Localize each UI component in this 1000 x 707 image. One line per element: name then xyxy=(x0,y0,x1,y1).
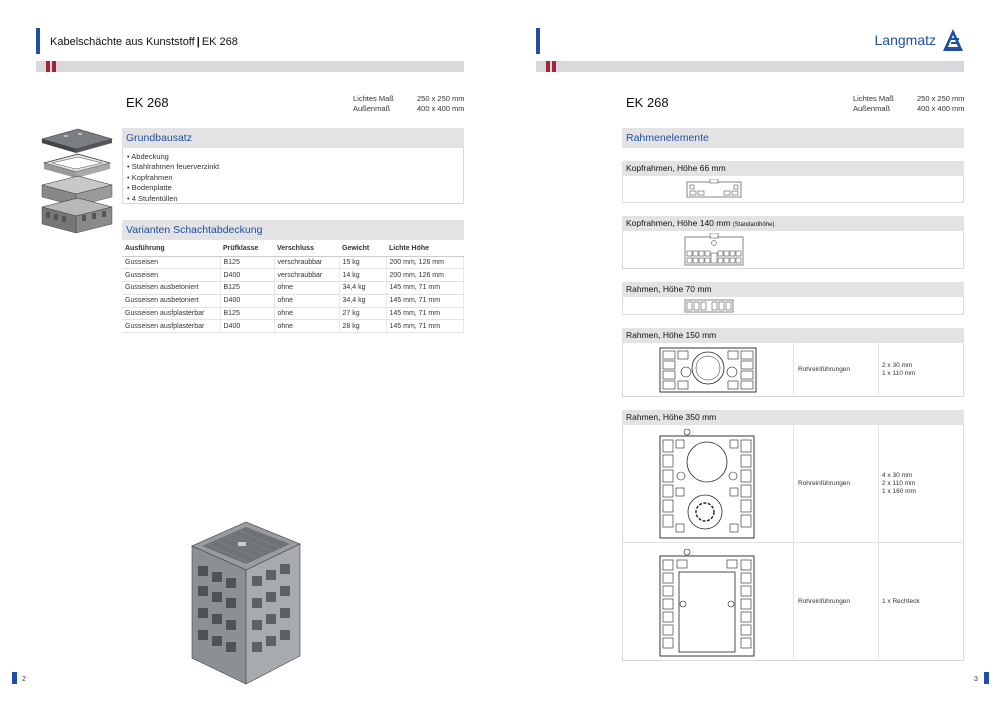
dim-label: Außenmaß xyxy=(353,104,391,113)
table-row xyxy=(122,256,464,269)
rahmen-350-values-1 xyxy=(882,472,916,496)
grundbausatz-heading: Grundbausatz xyxy=(122,128,464,148)
table-cell: B125 xyxy=(220,282,274,295)
product-shaft-image xyxy=(186,518,306,688)
dim-value: 250 x 250 mm xyxy=(417,94,465,103)
list-item: • 4 Stufentüllen xyxy=(127,194,463,204)
column-header: Verschluss xyxy=(274,242,339,256)
kopfrahmen-66-box xyxy=(622,176,964,203)
table-row xyxy=(122,294,464,307)
dim-label: Lichtes Maß xyxy=(353,94,394,103)
rahmen-150-values xyxy=(882,362,915,378)
rahmen-350-drawing-round xyxy=(657,428,757,540)
table-header-row xyxy=(122,242,464,256)
dim-value: 400 x 400 mm xyxy=(417,104,465,113)
dim-label: Außenmaß xyxy=(853,104,891,113)
logo-text: Langmatz xyxy=(874,32,936,48)
header-title-text: Kabelschächte aus Kunststoff xyxy=(50,36,195,48)
value-line: 1 x 160 mm xyxy=(882,488,916,495)
column-header: Ausführung xyxy=(122,242,220,256)
list-item: • Abdeckung xyxy=(127,152,463,162)
list-item: • Stahlrahmen feuerverzinkt xyxy=(127,162,463,172)
table-cell: Gusseisen ausfplasterbar xyxy=(122,320,220,333)
divider xyxy=(878,343,879,397)
dim-value: 250 x 250 mm xyxy=(917,94,965,103)
header-strip xyxy=(36,61,464,72)
product-title: EK 268 xyxy=(126,95,169,110)
header-strip xyxy=(536,61,964,72)
kopfrahmen-140-heading xyxy=(622,216,964,231)
value-line: 2 x 110 mm xyxy=(882,480,916,487)
divider xyxy=(878,425,879,661)
table-cell: 200 mm, 126 mm xyxy=(386,256,464,269)
table-cell: ohne xyxy=(274,320,339,333)
header-accent-bar xyxy=(536,28,540,54)
table-cell: Gusseisen xyxy=(122,269,220,282)
table-cell: 200 mm, 126 mm xyxy=(386,269,464,282)
page-number: 3 xyxy=(974,676,978,683)
kopfrahmen-140-drawing xyxy=(684,233,744,267)
value-line: 1 x Rechteck xyxy=(882,598,920,605)
table-cell: B125 xyxy=(220,256,274,269)
table-row xyxy=(122,320,464,333)
table-cell: ohne xyxy=(274,282,339,295)
column-header: Gewicht xyxy=(339,242,386,256)
column-header: Lichte Höhe xyxy=(386,242,464,256)
table-row xyxy=(122,269,464,282)
table-cell: 34,4 kg xyxy=(339,294,386,307)
table-cell: 34,4 kg xyxy=(339,282,386,295)
header-code: EK 268 xyxy=(201,36,238,48)
value-line: 1 x 110 mm xyxy=(882,370,916,377)
rahmen-150-drawing xyxy=(658,346,758,394)
table-cell: Gusseisen ausfplasterbar xyxy=(122,307,220,320)
table-cell: verschraubbar xyxy=(274,269,339,282)
header-color-blocks xyxy=(546,61,556,72)
table-row xyxy=(122,282,464,295)
table-cell: D400 xyxy=(220,269,274,282)
rahmen-350-values-2 xyxy=(882,598,920,606)
grundbausatz-box xyxy=(122,148,464,204)
table-cell: verschraubbar xyxy=(274,256,339,269)
dimensions xyxy=(353,94,465,114)
value-line: 4 x 30 mm xyxy=(882,472,913,479)
list-item: • Kopfrahmen xyxy=(127,173,463,183)
table-cell: 27 kg xyxy=(339,307,386,320)
divider xyxy=(793,425,794,661)
table-cell: 145 mm, 71 mm xyxy=(386,294,464,307)
table-cell: 145 mm, 71 mm xyxy=(386,282,464,295)
header-accent-bar xyxy=(36,28,40,54)
langmatz-logo xyxy=(875,28,964,52)
table-cell: ohne xyxy=(274,294,339,307)
table-cell: 145 mm, 71 mm xyxy=(386,307,464,320)
page-marker xyxy=(12,672,17,684)
varianten-table xyxy=(122,242,464,333)
header-separator: | xyxy=(196,36,200,48)
table-cell: Gusseisen ausbetoniert xyxy=(122,294,220,307)
product-title: EK 268 xyxy=(626,95,669,110)
header-color-blocks xyxy=(46,61,56,72)
rahmen-150-heading: Rahmen, Höhe 150 mm xyxy=(622,328,964,343)
rahmen-350-heading: Rahmen, Höhe 350 mm xyxy=(622,410,964,425)
kopfrahmen-140-box xyxy=(622,231,964,269)
kopfrahmen-140-title: Kopfrahmen, Höhe 140 mm xyxy=(626,218,731,228)
kopfrahmen-140-note: (Standardhöhe) xyxy=(732,222,775,228)
right-page xyxy=(500,0,1000,707)
exploded-view-image xyxy=(34,127,116,237)
kopfrahmen-66-heading: Kopfrahmen, Höhe 66 mm xyxy=(622,161,964,176)
rahmen-70-box xyxy=(622,297,964,315)
dim-label: Lichtes Maß xyxy=(853,94,894,103)
kopfrahmen-66-drawing xyxy=(686,179,742,199)
table-cell: 145 mm, 71 mm xyxy=(386,320,464,333)
table-cell: D400 xyxy=(220,320,274,333)
table-cell: B125 xyxy=(220,307,274,320)
list-item: • Bodenplatte xyxy=(127,183,463,193)
varianten-heading: Varianten Schachtabdeckung xyxy=(122,220,464,240)
rahmen-350-label-1: Rohreinführungen xyxy=(798,480,851,487)
table-cell: 15 kg xyxy=(339,256,386,269)
table-cell: ohne xyxy=(274,307,339,320)
rahmen-350-label-2: Rohreinführungen xyxy=(798,598,851,605)
divider xyxy=(793,343,794,397)
dimensions xyxy=(853,94,965,114)
rahmen-350-drawing-rectangle xyxy=(657,548,757,658)
column-header: Prüfklasse xyxy=(220,242,274,256)
header-title xyxy=(50,36,238,48)
logo-icon xyxy=(942,28,964,52)
page-number: 2 xyxy=(22,676,26,683)
page-marker xyxy=(984,672,989,684)
table-row xyxy=(122,307,464,320)
rahmen-70-heading: Rahmen, Höhe 70 mm xyxy=(622,282,964,297)
table-cell: 14 kg xyxy=(339,269,386,282)
rahmen-150-label: Rohreinführungen xyxy=(798,366,851,373)
table-cell: Gusseisen xyxy=(122,256,220,269)
rahmen-70-drawing xyxy=(684,299,734,313)
grundbausatz-list xyxy=(123,148,463,204)
table-cell: 28 kg xyxy=(339,320,386,333)
table-cell: D400 xyxy=(220,294,274,307)
rahmenelemente-heading: Rahmenelemente xyxy=(622,128,964,148)
table-cell: Gusseisen ausbetoniert xyxy=(122,282,220,295)
value-line: 2 x 30 mm xyxy=(882,362,913,369)
dim-value: 400 x 400 mm xyxy=(917,104,965,113)
